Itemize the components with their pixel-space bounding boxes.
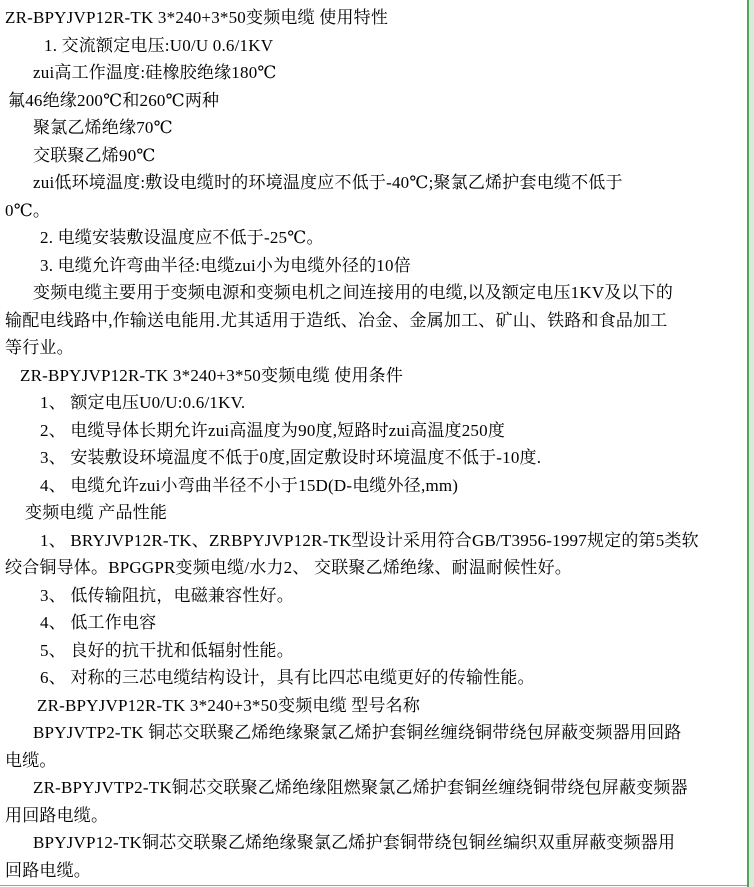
- document-body: [0, 4, 742, 884]
- text-line: 聚氯乙烯绝缘70℃: [33, 118, 173, 137]
- text-line: ZR-BPYJVP12R-TK 3*240+3*50变频电缆 使用特性: [5, 8, 389, 27]
- text-line: 3. 电缆允许弯曲半径:电缆zui小为电缆外径的10倍: [40, 255, 411, 275]
- text-line: 4、 电缆允许zui小弯曲半径不小于15D(D-电缆外径,mm): [40, 475, 459, 495]
- text-line: 1、 额定电压U0/U:0.6/1KV.: [40, 393, 246, 412]
- text-line: 氟46绝缘200℃和260℃两种: [8, 90, 220, 110]
- page-right-edge-stripe: [747, 0, 754, 887]
- text-line: 用回路电缆。: [5, 805, 109, 825]
- text-line: zui低环境温度:敷设电缆时的环境温度应不低于-40℃;聚氯乙烯护套电缆不低于: [33, 173, 623, 192]
- text-line: 3、 低传输阻抗，电磁兼容性好。: [40, 585, 294, 605]
- text-line: 3、 安装敷设环境温度不低于0度,固定敷设时环境温度不低于-10度.: [40, 448, 542, 467]
- text-line: 2. 电缆安装敷设温度应不低于-25℃。: [40, 228, 324, 247]
- text-line: 等行业。: [5, 338, 74, 357]
- text-line: 输配电线路中,作输送电能用.尤其适用于造纸、冶金、金属加工、矿山、铁路和食品加工: [5, 310, 668, 330]
- text-line: 5、 良好的抗干扰和低辐射性能。: [40, 640, 294, 660]
- text-line: ZR-BPYJVP12R-TK 3*240+3*50变频电缆 使用条件: [20, 365, 404, 385]
- text-line: 1. 交流额定电压:U0/U 0.6/1KV: [44, 35, 274, 55]
- text-line: BPYJVTP2-TK 铜芯交联聚乙烯绝缘聚氯乙烯护套铜丝缠绕铜带绕包屏蔽变频器用回路: [33, 723, 682, 742]
- text-line: 变频电缆 产品性能: [25, 503, 168, 522]
- text-line: ZR-BPYJVP12R-TK 3*240+3*50变频电缆 型号名称: [37, 695, 421, 715]
- text-line: 4、 低工作电容: [40, 613, 157, 632]
- text-line: ZR-BPYJVTP2-TK铜芯交联聚乙烯绝缘阻燃聚氯乙烯护套铜丝缠绕铜带绕包屏蔽变频器: [33, 778, 688, 797]
- text-line: 绞合铜导体。BPGGPR变频电缆/水力2、 交联聚乙烯绝缘、耐温耐候性好。: [5, 558, 573, 577]
- text-line: 1、 BRYJVP12R-TK、ZRBPYJVP12R-TK型设计采用符合GB/T3956-1997规定的第5类软: [40, 530, 699, 550]
- text-line: BPYJVP12-TK铜芯交联聚乙烯绝缘聚氯乙烯护套铜带绕包铜丝编织双重屏蔽变频器用: [33, 833, 676, 852]
- text-line: zui高工作温度:硅橡胶绝缘180℃: [33, 63, 277, 82]
- text-line: 电缆。: [5, 750, 57, 770]
- text-line: 回路电缆。: [5, 860, 91, 880]
- text-line: 6、 对称的三芯电缆结构设计，具有比四芯电缆更好的传输性能。: [40, 668, 535, 687]
- bottom-border-line: [0, 885, 747, 886]
- text-line: 交联聚乙烯90℃: [33, 145, 156, 165]
- text-line: 变频电缆主要用于变频电源和变频电机之间连接用的电缆,以及额定电压1KV及以下的: [33, 283, 674, 302]
- text-line: 0℃。: [5, 200, 51, 220]
- text-line: 2、 电缆导体长期允许zui高温度为90度,短路时zui高温度250度: [40, 420, 506, 440]
